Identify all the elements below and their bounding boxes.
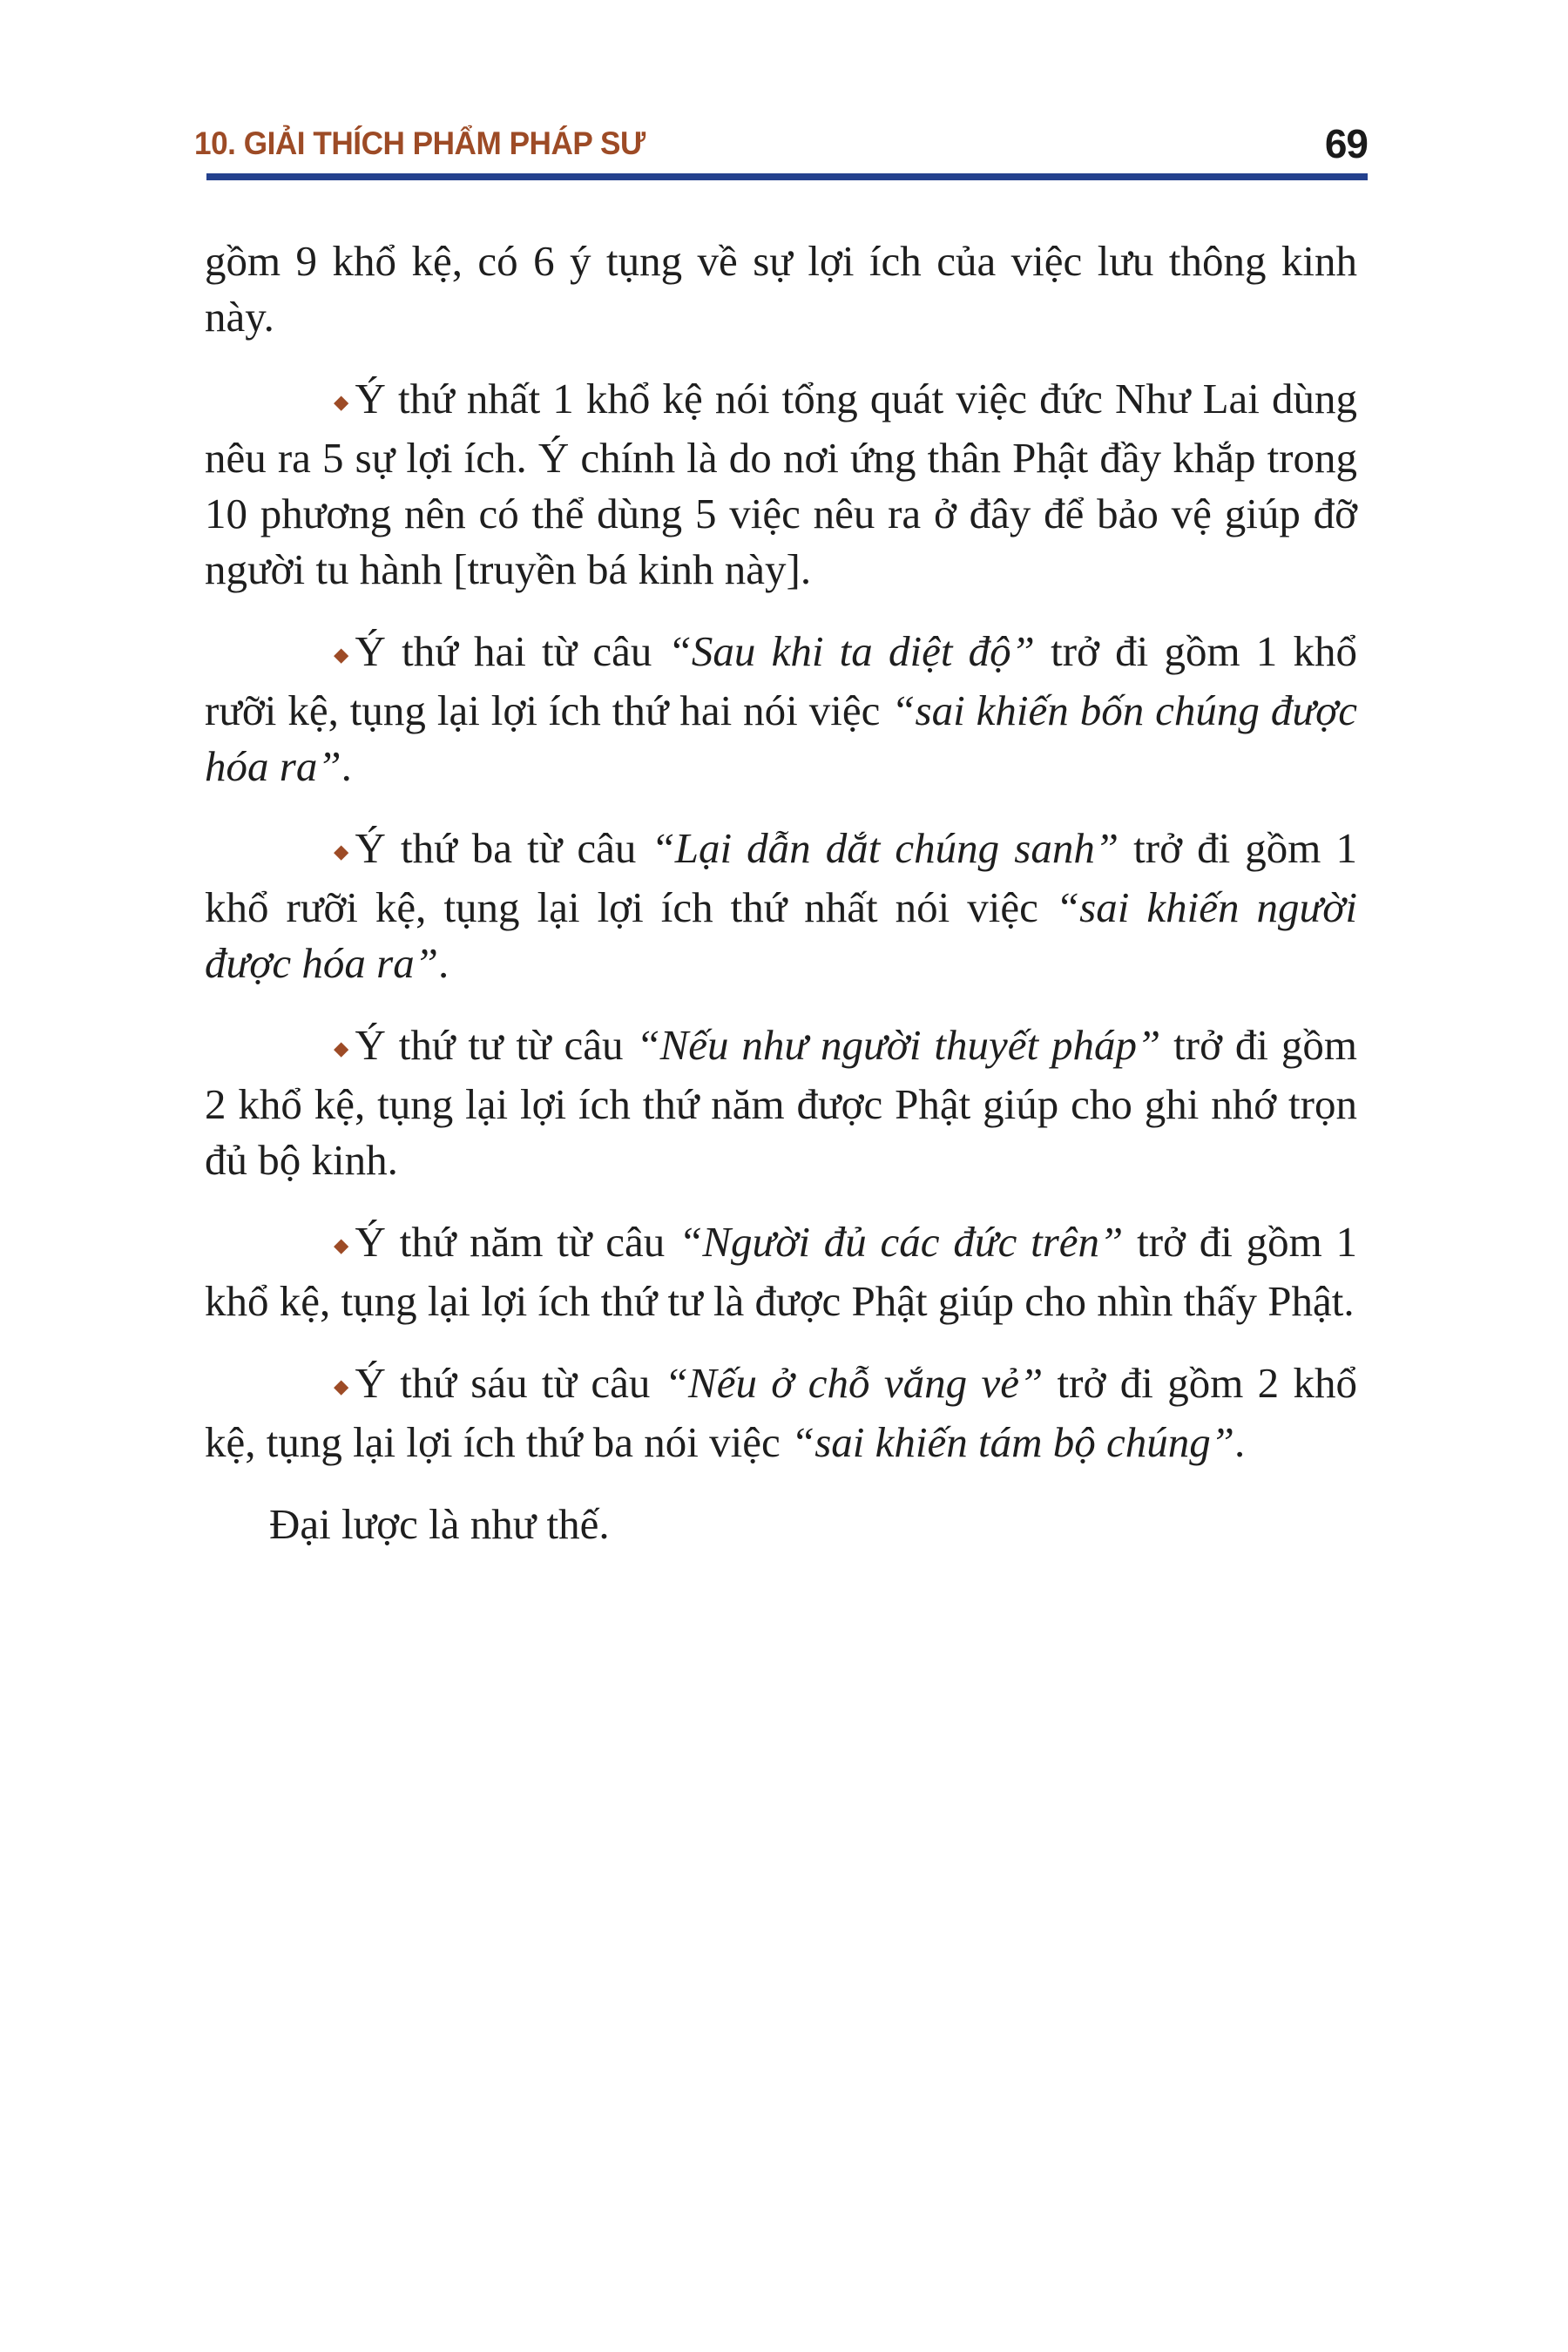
bullet-diamond-icon: ◆	[334, 841, 349, 864]
text-segment: Ý thứ năm từ câu	[355, 1218, 679, 1267]
text-segment: .	[437, 939, 449, 988]
chapter-title: 10. GIẢI THÍCH PHẨM PHÁP SƯ	[194, 125, 645, 161]
text-segment: trở đi gồm 2 khổ kệ, tụng lại lợi ích thứ năm được Phật giúp cho ghi nhớ trọn đủ bộ kinh.	[205, 1021, 1358, 1185]
text-segment: Đại lược là như thế.	[269, 1500, 610, 1549]
text-segment: Ý thứ hai từ câu	[355, 627, 668, 676]
text-segment: .	[1234, 1418, 1246, 1467]
bullet-diamond-icon: ◆	[334, 1375, 349, 1399]
text-segment: trở đi gồm 2 khổ kệ, tụng lại lợi ích thứ ba nói việc	[205, 1359, 1357, 1467]
header-rule	[206, 173, 1368, 180]
text-segment: Ý thứ tư từ câu	[355, 1021, 637, 1070]
bullet-diamond-icon: ◆	[334, 391, 349, 415]
quoted-phrase: “Nếu như người thuyết pháp”	[636, 1021, 1161, 1070]
bullet-diamond-icon: ◆	[334, 1037, 349, 1061]
quoted-phrase: “sai khiến tám bộ chúng”	[790, 1418, 1235, 1467]
bullet-paragraph	[205, 371, 1357, 598]
text-segment: trở đi gồm 1 khổ rưỡi kệ, tụng lại lợi ích thứ hai nói việc	[205, 627, 1357, 735]
text-segment: trở đi gồm 1 khổ rưỡi kệ, tụng lại lợi ích thứ nhất nói việc	[205, 824, 1357, 932]
quoted-phrase: “Nếu ở chỗ vắng vẻ”	[664, 1359, 1044, 1408]
page-body	[205, 233, 1357, 1578]
bullet-paragraph	[205, 624, 1357, 794]
bullet-paragraph	[205, 821, 1357, 991]
quoted-phrase: “sai khiến người được hóa ra”	[205, 883, 1357, 988]
paragraph	[205, 1497, 1357, 1552]
bullet-paragraph	[205, 1355, 1357, 1470]
text-segment: Ý thứ ba từ câu	[355, 824, 652, 873]
text-segment: gồm 9 khổ kệ, có 6 ý tụng về sự lợi ích của việc lưu thông kinh này.	[205, 237, 1357, 341]
quoted-phrase: “sai khiến bốn chúng được hóa ra”	[205, 686, 1358, 791]
quoted-phrase: “Lại dẫn dắt chúng sanh”	[651, 824, 1119, 873]
bullet-paragraph	[205, 1017, 1357, 1188]
paragraph	[205, 233, 1357, 345]
text-segment: .	[341, 742, 352, 791]
bullet-paragraph	[205, 1214, 1357, 1329]
text-segment: Ý thứ sáu từ câu	[355, 1359, 665, 1408]
running-head	[194, 121, 1368, 166]
quoted-phrase: “Sau khi ta diệt độ”	[667, 627, 1035, 676]
page-number: 69	[1324, 121, 1368, 166]
page-header	[194, 121, 1368, 180]
bullet-diamond-icon: ◆	[334, 1234, 349, 1258]
bullet-diamond-icon: ◆	[334, 644, 349, 667]
text-segment: Ý thứ nhất 1 khổ kệ nói tổng quát việc đức Như Lai dùng nêu ra 5 sự lợi ích. Ý chính là do nơi ứng thân Phật đầy khắp trong 10 phương nên có thể dùng 5 việc nêu ra ở đây để bảo vệ giúp đỡ người tu hành [truyền bá kinh này].	[205, 375, 1357, 594]
text-segment: trở đi gồm 1 khổ kệ, tụng lại lợi ích thứ tư là được Phật giúp cho nhìn thấy Phật.	[205, 1218, 1358, 1326]
quoted-phrase: “Người đủ các đức trên”	[679, 1218, 1124, 1267]
